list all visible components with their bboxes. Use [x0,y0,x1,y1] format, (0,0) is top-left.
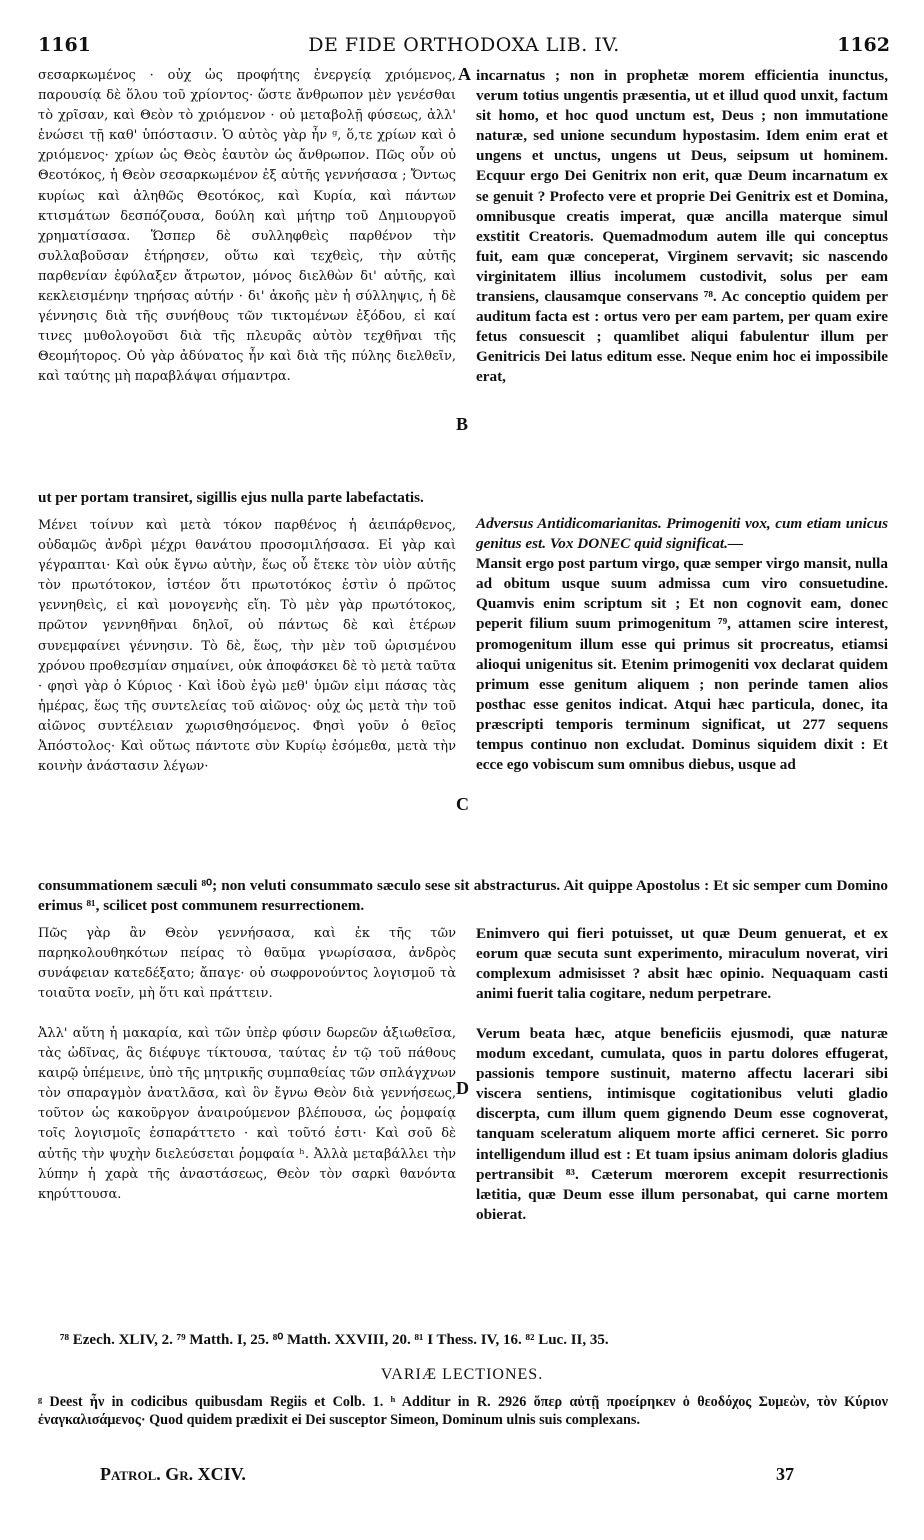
page-number-left: 1161 [38,34,91,56]
latin-paragraph-2: Mansit ergo post partum virgo, quæ semper virgo mansit, nulla ad obitum usque suum admissa cum viro consuetudine. Quamvis enim scriptum sit ; Et non cognovit eam, donec peperit filium suum primogenitum ⁷⁹, attamen scire interest, promogenitum illum esse qui primus sit procreatus, etiamsi alioqui unigenitus sit. Etenim primogeniti vox declarat quidem primum esse genitum aliquem ; non perinde tamen alios posthac esse genitos indicat. Atqui hæc particula, donec, ita præscripti temporis terminum significat, ut 277 sequens tempus continuo non excludat. Dominus siquidem dixit : Et ecce ego vobiscum sum omnibus diebus, usque ad [476,555,888,774]
section-heading: Adversus Antidicomarianitas. Primogeniti vox, cum etiam unicus genitus est. Vox DONEC quid significat.— [476,515,888,553]
running-title: DE FIDE ORTHODOXA LIB. IV. [308,34,620,56]
page-number-right: 1162 [837,34,890,56]
latin-paragraph-3: Enimvero qui fieri potuisset, ut quæ Deum genuerat, et ex eorum quæ secuta sunt experimento, miraculum noverat, viri complexum admisisset ? absit hæc opinio. Nequaquam casti animi fuerit talia cogitare, nedum perpetrare. [476,925,888,1003]
greek-paragraph-4: Ἀλλ' αὕτη ἡ μακαρία, καὶ τῶν ὑπὲρ φύσιν δωρεῶν ἀξιωθεῖσα, τὰς ὠδῖνας, ἃς διέφυγε τίκτουσα, ταύτας ἐν τῷ τοῦ πάθους καιρῷ ὑπέμεινε, ὑπὸ τῆς μητρικῆς συμπαθείας τῶν σπλάγχνων τὸν σπαραγμὸν ἀνατλᾶσα, καὶ ὃν ἔγνω Θεὸν διὰ γεννήσεως, τοῦτον ὡς κακοῦργον ἀναιρούμενον βλέπουσα, ὡς ῥομφαίᾳ τοῖς λογισμοῖς ἐσπαράττετο · καὶ τοῦτό ἐστι· Καὶ σοῦ δὲ αὐτῆς τὴν ψυχὴν διελεύσεται ῥομφαία ʰ. Ἀλλὰ μεταβάλλει τὴν λύπην ἡ χαρὰ τῆς ἀναστάσεως, Θεὸν τὸν σαρκὶ θανόντα κηρύττουσα. [38,1026,456,1202]
greek-paragraph-3: Πῶς γὰρ ἂν Θεὸν γεννήσασα, καὶ ἐκ τῆς τῶν παρηκολουθηκότων πείρας τὸ θαῦμα γνωρίσασα, ἀνδρὸς συνάφειαν κατεδέξατο; ἄπαγε· οὐ σωφρονούντος λογισμοῦ τὰ τοιαῦτα νοεῖν, μὴ ὅτι καὶ πράττειν. [38,926,456,1002]
spanning-line-1: ut per portam transiret, sigillis ejus nulla parte labefactatis. [38,489,424,506]
section-marker-d: D [456,1078,469,1098]
page-header [38,34,890,64]
spanning-line-2: consummationem sæculi ⁸⁰; non veluti consummato sæculo sese sit abstracturus. Ait quippe Apostolus : Et sic semper cum Domino erimus ⁸¹, scilicet post communem resurrectionem. [38,877,888,914]
greek-paragraph-1: σεσαρκωμένος · οὐχ ὡς προφήτης ἐνεργείᾳ χριόμενος, παρουσίᾳ δὲ ὅλου τοῦ χρίοντος· ὥστε ἄνθρωπον μὲν γενέσθαι τὸ χρῖσαν, καὶ Θεὸν τὸ χριόμενον · οὐ μεταβολῇ φύσεως, ἀλλ' ἑνώσει τῇ καθ' ὑπόστασιν. Ὁ αὐτὸς γὰρ ἦν ᵍ, ὅ,τε χρίων καὶ ὁ χριόμενος· χρίων ὡς Θεὸς ἑαυτὸν ὡς ἄνθρωπον. Πῶς οὖν οὐ Θεοτόκος, ἡ Θεὸν σεσαρκωμένον ἐξ αὐτῆς γεννήσασα ; Ὄντως κυρίως καὶ ἀληθῶς Θεοτόκος, καὶ Κυρία, καὶ πάντων κτισμάτων δεσπόζουσα, δούλη καὶ μήτηρ τοῦ Δημιουργοῦ χρηματίσασα. Ὥσπερ δὲ συλληφθεὶς παρθένον τὴν συλλαβοῦσαν ἐτήρησεν, οὕτω καὶ τεχθεὶς, τὴν αὐτῆς παρθενίαν ἐφύλαξεν ἄτρωτον, μόνος διελθὼν δι' αὐτῆς, καὶ κεκλεισμένην τηρήσας αὐτήν · δι' ἀκοῆς μὲν ἡ σύλληψις, ἡ δὲ γέννησις διὰ τῆς συνήθους τῶν τικτομένων ἐξόδου, εἰ καί τινες μυθολογοῦσι διὰ τῆς πλευρᾶς αὐτὸν τεχθῆναι τῆς Θεομήτορος. Οὐ γὰρ ἀδύνατος ἦν καὶ διὰ τῆς πύλης διελθεῖν, καὶ ταύτης μὴ παραβλάψαι σήμαντρα. [38,68,456,385]
latin-column-2 [476,514,888,775]
section-marker-a: A [458,64,471,84]
latin-paragraph-1: incarnatus ; non in prophetæ morem efficientia inunctus, verum totius ungentis præsentia, ut et illud quod unxit, factum sit homo, et hoc quod unctum est, Deus ; non immutatione naturæ, sed unione secundum hypostasim. Idem enim erat et ungens et unctus, ungens ut Deus, seipsum ut hominem. Ecquur ergo Dei Genitrix non erit, quæ Deum incarnatum ex se genuit ? Profecto vere et proprie Dei Genitrix est et Domina, omnibusque creatis imperat, quæ ancilla materque simul exstitit Creatoris. Quemadmodum autem ille qui conceptus fuit, eam quæ conceperat, Virginem servavit; sic nascendo virginitatem illius incolumem custodivit, solus per eam transiens, clausamque conservans ⁷⁸. Ac conceptio quidem per auditum facta est : ortus vero per eam partem, per quam exire fetus consuescit ; quamlibet aliqui fabulentur illum per Genitricis Dei latus editum esse. Neque enim hoc ei impossibile erat, [476,67,888,386]
latin-paragraph-4: Verum beata hæc, atque beneficiis ejusmodi, quæ naturæ modum excedant, cumulata, quos in partu dolores effugerat, passionis tempore sustinuit, materno affectu lacerari sibi viscera sentiens, intimisque cogitationibus veluti gladio discerpta, cum illum quem gignendo Deum esse cognoverat, tanquam sceleratum aliquem morte affici cerneret. Sic porro intelligendum illud est : Et tuam ipsius animam doloris gladius pertransibit ⁸³. Cæterum mœrorem excepit resurrectionis lætitia, quæ Deum esse illum personabat, qui carne mortem obierat. [476,1025,888,1223]
signature-number: 37 [776,1464,794,1484]
greek-paragraph-2: Μένει τοίνυν καὶ μετὰ τόκον παρθένος ἡ ἀειπάρθενος, οὐδαμῶς ἀνδρὶ μέχρι θανάτου προσομιλήσασα. Εἰ γὰρ καὶ γέγραπται· Καὶ οὐκ ἔγνω αὐτὴν, ἕως οὗ ἔτεκε τὸν υἱὸν αὐτῆς τὸν πρωτότοκον, ἰστέον ὅτι πρωτοτόκος ἐστὶν ὁ πρῶτος γεννηθεὶς, εἰ καὶ μονογενὴς εἴη. Τὸ μὲν γὰρ πρωτότοκος, πρῶτον γεννηθῆναι δηλοῖ, οὐ πάντως δὲ καὶ ἑτέρων συνεμφαίνει γέννησιν. Τὸ δὲ, ἕως, τὴν μὲν τοῦ ὡρισμένου χρόνου προθεσμίαν σημαίνει, οὐκ ἀποφάσκει δὲ τὸ μετὰ ταῦτα · φησὶ γὰρ ὁ Κύριος · Καὶ ἰδοὺ ἐγὼ μεθ' ὑμῶν εἰμι πάσας τὰς ἡμέρας, ἕως τῆς συντελείας τοῦ αἰῶνος· οὐχ ὡς μετὰ τὴν τοῦ αἰῶνος συντέλειαν χωρισθησόμενος. Φησὶ γοῦν ὁ θεῖος Ἀπόστολος· Καὶ οὕτως πάντοτε σὺν Κυρίῳ ἐσόμεθα, μετὰ τὴν κοινὴν ἀνάστασιν λέγων· [38,518,456,775]
variae-lectiones-heading: VARIÆ LECTIONES. [380,1366,544,1383]
page-footer [100,1464,794,1485]
variae-lectiones-text: ᵍ Deest ἦν in codicibus quibusdam Regiis et Colb. 1. ʰ Additur in R. 2926 ὅπερ αὐτῇ προείρηκεν ὁ θεοδόχος Συμεὼν, τὸν Κύριον ἐναγκαλισάμενος· Quod quidem prædixit ei Dei susceptor Simeon, Dominum ulnis suis complexans. [38,1394,888,1428]
volume-label: Patrol. Gr. XCIV. [100,1464,246,1484]
section-marker-b: B [456,414,469,434]
section-marker-c: C [456,794,469,814]
scripture-footnotes: ⁷⁸ Ezech. XLIV, 2. ⁷⁹ Matth. I, 25. ⁸⁰ Matth. XXVIII, 20. ⁸¹ I Thess. IV, 16. ⁸² Luc. II, 35. [60,1332,609,1348]
